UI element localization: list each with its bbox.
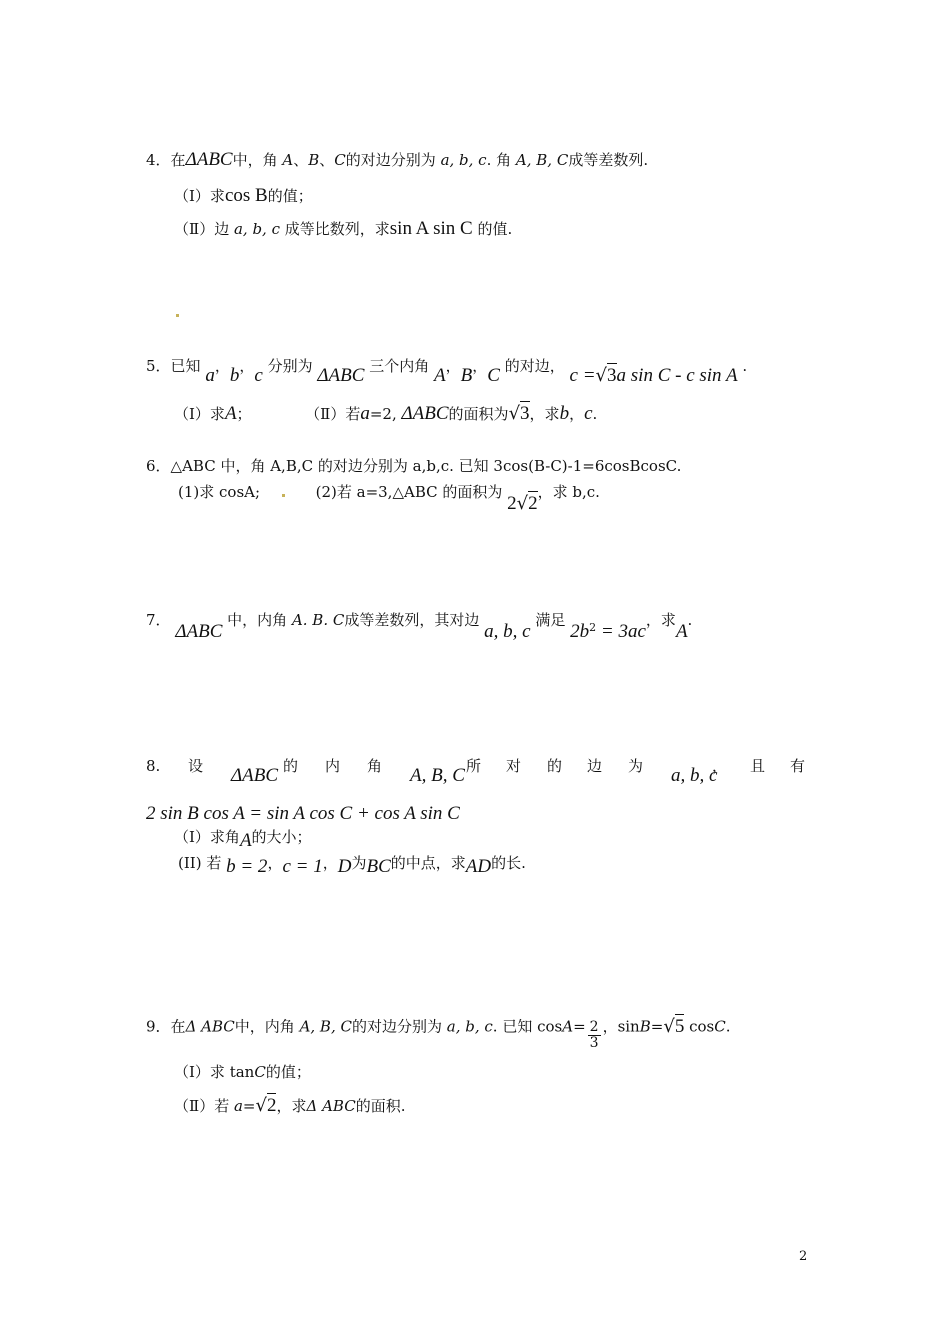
var: A, B, C bbox=[515, 151, 569, 169]
var: a, b, c bbox=[484, 621, 531, 642]
text: 中，内角 bbox=[234, 1017, 300, 1036]
sqrt bbox=[663, 1013, 684, 1041]
text: ， bbox=[472, 357, 488, 375]
problem-7-equation bbox=[570, 623, 646, 641]
text: = bbox=[573, 1017, 586, 1036]
text: ； bbox=[236, 405, 252, 423]
var: D bbox=[337, 856, 352, 877]
problem-number: 9． bbox=[146, 1017, 171, 1036]
text: 的值； bbox=[267, 187, 313, 205]
sqrt bbox=[596, 366, 617, 386]
text: = bbox=[650, 1017, 664, 1036]
var: B bbox=[639, 1017, 651, 1036]
sqrt bbox=[517, 494, 538, 514]
text: 的中点，求 bbox=[390, 854, 466, 872]
stray-mark bbox=[282, 494, 285, 497]
text: 且 bbox=[750, 757, 766, 775]
text: 为 bbox=[351, 854, 367, 872]
text: （Ⅰ）求 tan bbox=[174, 1063, 255, 1081]
text: 的大小； bbox=[251, 828, 312, 846]
radicand: 5 bbox=[674, 1015, 685, 1037]
problem-6-stem bbox=[146, 456, 681, 476]
text: ， bbox=[445, 357, 461, 375]
problem-number: 7． bbox=[146, 611, 171, 629]
text: （Ⅱ）若 bbox=[174, 1097, 234, 1115]
var: a, b, c bbox=[671, 765, 718, 786]
text: ，求 bbox=[529, 405, 560, 423]
text: ， bbox=[239, 357, 255, 375]
sqrt bbox=[509, 404, 530, 424]
text: （Ⅰ）求 bbox=[174, 187, 225, 205]
text: ， bbox=[214, 357, 230, 375]
stray-mark bbox=[176, 314, 179, 317]
triangle-symbol: ΔABC bbox=[317, 365, 365, 386]
sqrt bbox=[256, 1096, 277, 1116]
problem-number: 5． bbox=[146, 357, 171, 375]
text: 在 bbox=[170, 151, 186, 169]
text: 的 bbox=[283, 757, 299, 775]
math-expression: sin A sin C bbox=[389, 218, 473, 239]
text: =2, bbox=[369, 405, 397, 423]
var: A. B. C bbox=[291, 611, 345, 629]
text: ，求 b,c. bbox=[537, 483, 600, 501]
text: 的长. bbox=[491, 854, 526, 872]
text: . bbox=[742, 357, 748, 375]
text: 成等差数列. bbox=[568, 151, 649, 169]
text: 成等差数列，其对边 bbox=[344, 611, 480, 629]
text: 的值； bbox=[265, 1063, 311, 1081]
var: A bbox=[224, 403, 237, 424]
problem-4-part-2 bbox=[174, 219, 512, 239]
text: 已知 bbox=[170, 357, 201, 375]
var: c bbox=[254, 365, 263, 386]
math-expression: cos B bbox=[224, 185, 268, 206]
coefficient: 2 bbox=[507, 493, 517, 514]
text: ，求 bbox=[276, 1097, 307, 1115]
radical-sign: √ bbox=[508, 403, 521, 424]
var: a, b, c bbox=[233, 220, 280, 238]
var: A bbox=[434, 365, 446, 386]
text: 中，内角 bbox=[227, 611, 292, 629]
var: C bbox=[254, 1063, 266, 1081]
text: 的面积为 bbox=[448, 405, 509, 423]
text: ， bbox=[712, 757, 728, 775]
radicand: 2 bbox=[528, 493, 538, 514]
text: 在 bbox=[170, 1017, 186, 1036]
text: 、 bbox=[293, 151, 309, 169]
text: . 已知 cos bbox=[492, 1017, 563, 1036]
text: 为 bbox=[628, 757, 644, 775]
text: 角 bbox=[367, 757, 383, 775]
text: ， bbox=[322, 854, 338, 872]
var: C bbox=[714, 1017, 726, 1036]
text: （Ⅱ）边 bbox=[174, 220, 234, 238]
text: (1)求 cosA; bbox=[178, 483, 261, 501]
text: . bbox=[592, 405, 598, 423]
denominator: 3 bbox=[589, 1035, 599, 1051]
problem-4-part-1 bbox=[174, 186, 313, 206]
problem-4-stem bbox=[146, 150, 648, 170]
text: ， bbox=[569, 405, 585, 423]
text: ， bbox=[267, 854, 283, 872]
problem-8-part-2 bbox=[178, 853, 526, 877]
radicand: 3 bbox=[607, 365, 617, 386]
math-expression: b = 2 bbox=[226, 856, 268, 877]
var: B bbox=[460, 365, 473, 386]
text: 的面积. bbox=[355, 1097, 406, 1115]
triangle-symbol: ΔABC bbox=[401, 403, 449, 424]
exponent: 2 bbox=[589, 621, 597, 634]
text: （Ⅰ）求角 bbox=[174, 828, 240, 846]
math-expression: = 3ac bbox=[596, 621, 646, 642]
var: A bbox=[675, 621, 688, 642]
problem-9-part-1 bbox=[174, 1062, 311, 1082]
problem-6-parts bbox=[178, 482, 600, 514]
var: a, b, c bbox=[446, 1017, 493, 1036]
problem-5-equation bbox=[570, 367, 743, 385]
var: a, b, c bbox=[440, 151, 487, 169]
var: A bbox=[562, 1017, 574, 1036]
var: A bbox=[282, 151, 294, 169]
text: 成等比数列，求 bbox=[280, 220, 390, 238]
problem-number: 4． bbox=[146, 151, 171, 169]
text: 边 bbox=[587, 757, 603, 775]
text: 的对边分别为 bbox=[345, 151, 441, 169]
radical-sign: √ bbox=[663, 1015, 675, 1037]
var: c bbox=[584, 403, 593, 424]
var: A, B, C bbox=[299, 1017, 352, 1036]
var: C bbox=[334, 151, 346, 169]
var: A bbox=[239, 830, 252, 851]
text: 、 bbox=[319, 151, 335, 169]
text: 的 bbox=[547, 757, 563, 775]
radical-sign: √ bbox=[516, 493, 529, 514]
problem-5-parts bbox=[174, 404, 597, 424]
triangle-symbol: ΔABC bbox=[175, 621, 223, 642]
text: 满足 bbox=[535, 611, 566, 629]
radicand: 3 bbox=[520, 403, 530, 424]
triangle-symbol: Δ ABC bbox=[306, 1097, 356, 1115]
math-expression: c = 1 bbox=[282, 856, 323, 877]
problem-number: 6． bbox=[146, 457, 171, 475]
triangle-symbol: ΔABC bbox=[185, 149, 233, 170]
text: (II) 若 bbox=[178, 854, 222, 872]
text: cos bbox=[684, 1017, 715, 1036]
problem-7-stem bbox=[146, 606, 693, 642]
problem-8-equation: 2 sin B cos A = sin A cos C + cos A sin C bbox=[146, 803, 460, 824]
var: A, B, C bbox=[410, 765, 465, 786]
text: 中，角 bbox=[232, 151, 283, 169]
text: 分别为 bbox=[267, 357, 313, 375]
var: a bbox=[233, 1097, 243, 1115]
problem-8-number bbox=[146, 756, 160, 776]
area-value bbox=[507, 495, 537, 513]
radicand: 2 bbox=[266, 1095, 277, 1116]
text: (2)若 a=3,△ABC 的面积为 bbox=[315, 483, 503, 501]
text: 所 bbox=[466, 757, 482, 775]
radical-sign: √ bbox=[595, 365, 608, 386]
page-number: 2 bbox=[799, 1249, 808, 1264]
numerator: 2 bbox=[589, 1019, 599, 1035]
var: a bbox=[360, 403, 370, 424]
math-expression: c = bbox=[569, 365, 596, 386]
var: b bbox=[559, 403, 570, 424]
text: ，求 bbox=[645, 611, 676, 629]
problem-number: 8. bbox=[146, 757, 161, 775]
problem-5-stem bbox=[146, 356, 748, 386]
text: 有 bbox=[790, 757, 806, 775]
problem-9-stem bbox=[146, 1012, 731, 1051]
text: △ABC 中，角 A,B,C 的对边分别为 a,b,c. 已知 3cos(B-C)-1=6cosBcosC. bbox=[170, 457, 682, 475]
text: 的值. bbox=[472, 220, 513, 238]
text: . bbox=[687, 611, 693, 629]
text: （Ⅱ）若 bbox=[305, 405, 361, 423]
math-expression: a sin C - c sin A bbox=[616, 365, 738, 386]
triangle-symbol: ΔABC bbox=[231, 765, 279, 786]
radical-sign: √ bbox=[255, 1095, 267, 1116]
var: a bbox=[205, 365, 215, 386]
fraction bbox=[588, 1020, 601, 1051]
var: b bbox=[229, 365, 240, 386]
text: 对 bbox=[506, 757, 522, 775]
var: AD bbox=[465, 856, 492, 877]
text: 内 bbox=[325, 757, 341, 775]
text: 的对边分别为 bbox=[351, 1017, 447, 1036]
math-expression: 2b bbox=[570, 621, 590, 642]
text: . bbox=[725, 1017, 731, 1036]
text: 三个内角 bbox=[369, 357, 430, 375]
var: C bbox=[487, 365, 500, 386]
text: . 角 bbox=[486, 151, 516, 169]
problem-9-part-2 bbox=[174, 1096, 406, 1116]
triangle-symbol: Δ ABC bbox=[185, 1017, 235, 1036]
var: B bbox=[308, 151, 320, 169]
text: ，sin bbox=[602, 1017, 640, 1036]
problem-8-part-1 bbox=[174, 827, 312, 851]
var: BC bbox=[366, 856, 391, 877]
text: 设 bbox=[188, 757, 204, 775]
text: 的对边， bbox=[504, 357, 565, 375]
text: （Ⅰ）求 bbox=[174, 405, 225, 423]
text: = bbox=[242, 1097, 256, 1115]
